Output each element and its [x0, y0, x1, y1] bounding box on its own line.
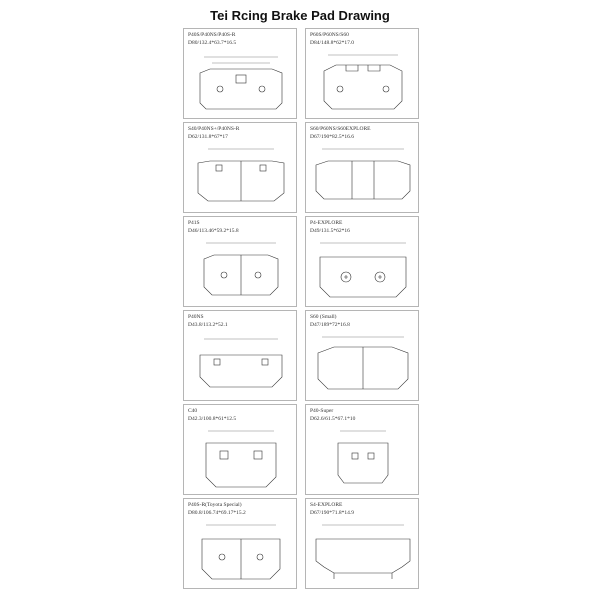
pad-outline-drawing: [306, 47, 419, 119]
pad-dimensions: D67/190*71.8*14.9: [310, 510, 354, 516]
pad-outline-drawing: [184, 141, 297, 213]
pad-outline-drawing: [184, 423, 297, 495]
pad-model-name: C40: [188, 408, 198, 414]
pad-dimensions: D46/113.46*59.2*15.8: [188, 228, 239, 234]
pad-outline-drawing: [306, 235, 419, 307]
pad-outline-drawing: [306, 329, 419, 401]
pad-model-name: P40S-R(Toyota Special): [188, 502, 242, 508]
page-title: Tei Rcing Brake Pad Drawing: [210, 8, 390, 23]
pad-dimensions: D43.8/113.2*52.1: [188, 322, 228, 328]
pad-drawing-card: [183, 122, 297, 213]
pad-dimensions: D67/190*82.5*16.6: [310, 134, 354, 140]
pad-drawing-card: [305, 122, 419, 213]
pad-model-name: S60 (Small): [310, 314, 337, 320]
pad-outline-drawing: [184, 47, 297, 119]
pad-outline-drawing: [184, 329, 297, 401]
pad-model-name: P40S/P40NS/P40S-R: [188, 32, 236, 38]
pad-dimensions: D62/131.8*67*17: [188, 134, 228, 140]
pad-drawing-card: [183, 28, 297, 119]
pad-outline-drawing: [184, 517, 297, 589]
pad-drawing-card: [305, 216, 419, 307]
pad-dimensions: D49/131.5*62*16: [310, 228, 350, 234]
pad-model-name: P41S: [188, 220, 200, 226]
brake-pad-grid: [183, 28, 419, 590]
pad-outline-drawing: [306, 141, 419, 213]
pad-model-name: S4-EXPLORE: [310, 502, 343, 508]
pad-model-name: S60/P60NS/S60EXPLORE: [310, 126, 371, 132]
pad-model-name: P40-Super: [310, 408, 334, 414]
pad-model-name: P40NS: [188, 314, 204, 320]
pad-dimensions: D42.3/100.8*61*12.5: [188, 416, 237, 422]
pad-outline-drawing: [306, 517, 419, 589]
pad-dimensions: D80.8/106.74*69.17*15.2: [188, 510, 246, 516]
pad-model-name: P60S/P60NS/S60: [310, 32, 349, 38]
pad-dimensions: D84/148.8*62*17.0: [310, 40, 354, 46]
pad-drawing-card: [305, 404, 419, 495]
pad-drawing-card: [183, 498, 297, 589]
pad-outline-drawing: [306, 423, 419, 495]
pad-drawing-card: [305, 28, 419, 119]
pad-outline-drawing: [184, 235, 297, 307]
pad-dimensions: D80/132.4*63.7*16.5: [188, 40, 237, 46]
pad-dimensions: D47/189*72*16.8: [310, 322, 350, 328]
pad-drawing-card: [183, 404, 297, 495]
pad-dimensions: D62.6/61.5*67.1*10: [310, 416, 356, 422]
pad-model-name: S40/P40NS+/P40NS-R: [188, 126, 240, 132]
pad-drawing-card: [183, 216, 297, 307]
pad-model-name: P4-EXPLORE: [310, 220, 343, 226]
pad-drawing-card: [305, 498, 419, 589]
pad-drawing-card: [183, 310, 297, 401]
pad-drawing-card: [305, 310, 419, 401]
